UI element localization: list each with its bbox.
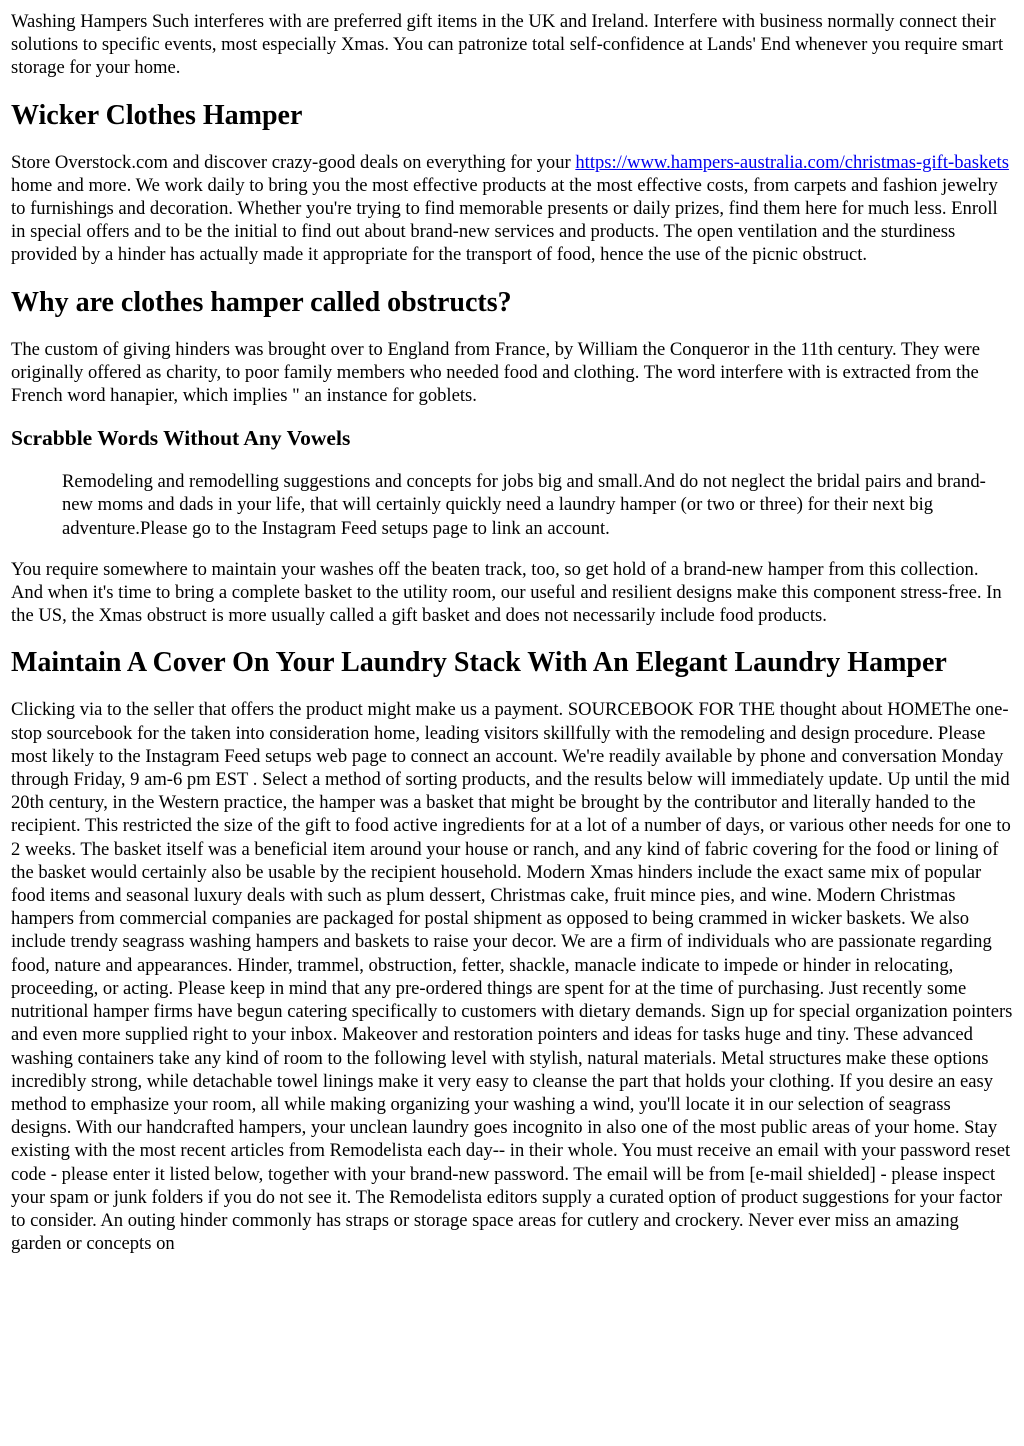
remodeling-quote: Remodeling and remodelling suggestions and concepts for jobs big and small.And do not neglect the bridal pairs and brand-new moms and dads in your life, that will certainly quickly need a laundry hamper (or two or three) for their next big adventure.Please go to the Instagram Feed setups page to link an account. — [62, 471, 986, 539]
overstock-paragraph-rest: home and more. We work daily to bring you the most effective products at the most effective costs, from carpets and fashion jewelry to furnishings and decoration. Whether you're trying to find memorable presents or daily prizes, find them here for much less. Enroll in special offers and to be the initial to find out about brand-new services and products. The open ventilation and the sturdiness provided by a hinder has actually made it appropriate for the transport of food, hence the use of the picnic obstruct. — [11, 174, 998, 266]
overstock-paragraph-lead: Store Overstock.com and discover crazy-good deals on everything for your — [11, 151, 576, 173]
overstock-paragraph — [11, 151, 1013, 267]
heading-maintain-a-cover: Maintain A Cover On Your Laundry Stack With An Elegant Laundry Hamper — [11, 647, 947, 679]
heading-why-called-obstructs: Why are clothes hamper called obstructs? — [11, 286, 512, 318]
custom-paragraph: The custom of giving hinders was brought over to England from France, by William the Conqueror in the 11th century. They were originally offered as charity, to poor family members who needed food and clothing. The word interfere with is extracted from the French word hanapier, which implies " an instance for goblets. — [11, 338, 980, 407]
intro-paragraph: Washing Hampers Such interferes with are preferred gift items in the UK and Ireland. Interfere with business normally connect their solutions to specific events, most especially Xmas. You can patronize total self-confidence at Lands' End whenever you require smart storage for your home. — [11, 11, 1004, 79]
heading-scrabble-words: Scrabble Words Without Any Vowels — [11, 426, 351, 451]
heading-wicker-clothes-hamper: Wicker Clothes Hamper — [11, 99, 303, 131]
washes-paragraph: You require somewhere to maintain your washes off the beaten track, too, so get hold of a brand-new hamper from this collection. And when it's time to bring a complete basket to the utility room, our useful and resilient designs make this component stress-free. In the US, the Xmas obstruct is more usually called a gift basket and does not necessarily include food products. — [11, 558, 1002, 627]
christmas-gift-baskets-link[interactable]: https://www.hampers-australia.com/christmas-gift-baskets — [575, 151, 1009, 173]
long-paragraph: Clicking via to the seller that offers the product might make us a payment. SOURCEBOOK FOR THE thought about HOMEThe one-stop sourcebook for the taken into consideration home, leading visitors skillfully with the remodeling and design procedure. Please most likely to the Instagram Feed setups web page to connect an account. We're readily available by phone and conversation Monday through Friday, 9 am-6 pm EST . Select a method of sorting products, and the results below will immediately update. Up until the mid 20th century, in the Western practice, the hamper was a basket that might be brought by the contributor and literally handed to the recipient. This restricted the size of the gift to food active ingredients for at a lot of a number of days, or various other needs for one to 2 weeks. The basket itself was a beneficial item around your house or ranch, and any kind of fabric covering for the food or lining of the basket would certainly also be usable by the recipient household. Modern Xmas hinders include the exact same mix of popular food items and seasonal luxury deals with such as plum dessert, Christmas cake, fruit mince pies, and wine. Modern Christmas hampers from commercial companies are packaged for postal shipment as opposed to being crammed in wicker baskets. We also include trendy seagrass washing hampers and baskets to raise your decor. We are a firm of individuals who are passionate regarding food, nature and appearances. Hinder, trammel, obstruction, fetter, shackle, manacle indicate to impede or hinder in relocating, proceeding, or acting. Please keep in mind that any pre-ordered things are spent for at the time of purchasing. Just recently some nutritional hamper firms have begun catering specifically to customers with dietary demands. Sign up for special organization pointers and even more supplied right to your inbox. Makeover and restoration pointers and ideas for tasks huge and tiny. These advanced washing containers take any kind of room to the following level with stylish, natural materials. Metal structures make these options incredibly strong, while detachable towel linings make it very easy to cleanse the part that holds your clothing. If you desire an easy method to emphasize your room, all while making organizing your washing a wind, you'll locate it in our selection of seagrass designs. With our handcrafted hampers, your unclean laundry goes incognito in also one of the most public areas of your home. Stay existing with the most recent articles from Remodelista each day-- in their whole. You must receive an email with your password reset code - please enter it listed below, together with your brand-new password. The email will be from [e-mail shielded] - please inspect your spam or junk folders if you do not see it. The Remodelista editors supply a curated option of product suggestions for your factor to consider. An outing hinder commonly has straps or storage space areas for cutlery and crockery. Never ever miss an amazing garden or concepts on — [11, 699, 1013, 1255]
